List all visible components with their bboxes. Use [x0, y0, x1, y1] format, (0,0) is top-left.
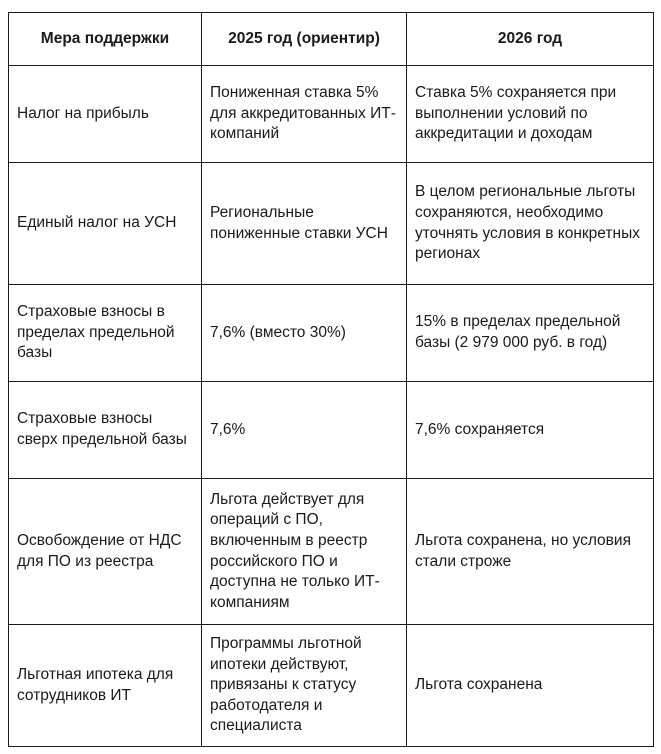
- cell-2026: Льгота сохранена, но условия стали строже: [407, 479, 654, 625]
- support-measures-table: [8, 12, 654, 747]
- table-row: [9, 163, 654, 285]
- cell-2025: Льгота действует для операций с ПО, включенным в реестр российского ПО и доступна не только ИТ-компаниям: [202, 479, 407, 625]
- cell-2025: 7,6%: [202, 382, 407, 479]
- table-row: [9, 625, 654, 747]
- table-row: [9, 66, 654, 163]
- table-row: [9, 479, 654, 625]
- cell-2025: 7,6% (вместо 30%): [202, 285, 407, 382]
- cell-measure: Страховые взносы сверх предельной базы: [9, 382, 202, 479]
- cell-2026: 15% в пределах предельной базы (2 979 000 руб. в год): [407, 285, 654, 382]
- cell-measure: Страховые взносы в пределах предельной базы: [9, 285, 202, 382]
- table-header-row: [9, 13, 654, 66]
- cell-2025: Программы льготной ипотеки действуют, привязаны к статусу работодателя и специалиста: [202, 625, 407, 747]
- cell-2025: Пониженная ставка 5% для аккредитованных ИТ-компаний: [202, 66, 407, 163]
- cell-measure: Освобождение от НДС для ПО из реестра: [9, 479, 202, 625]
- table-row: [9, 285, 654, 382]
- header-2026: 2026 год: [407, 13, 654, 66]
- cell-2025: Региональные пониженные ставки УСН: [202, 163, 407, 285]
- cell-2026: Льгота сохранена: [407, 625, 654, 747]
- header-measure: Мера поддержки: [9, 13, 202, 66]
- cell-2026: В целом региональные льготы сохраняются, необходимо уточнять условия в конкретных регионах: [407, 163, 654, 285]
- cell-2026: Ставка 5% сохраняется при выполнении условий по аккредитации и доходам: [407, 66, 654, 163]
- cell-2026: 7,6% сохраняется: [407, 382, 654, 479]
- cell-measure: Льготная ипотека для сотрудников ИТ: [9, 625, 202, 747]
- cell-measure: Налог на прибыль: [9, 66, 202, 163]
- cell-measure: Единый налог на УСН: [9, 163, 202, 285]
- header-2025: 2025 год (ориентир): [202, 13, 407, 66]
- table-row: [9, 382, 654, 479]
